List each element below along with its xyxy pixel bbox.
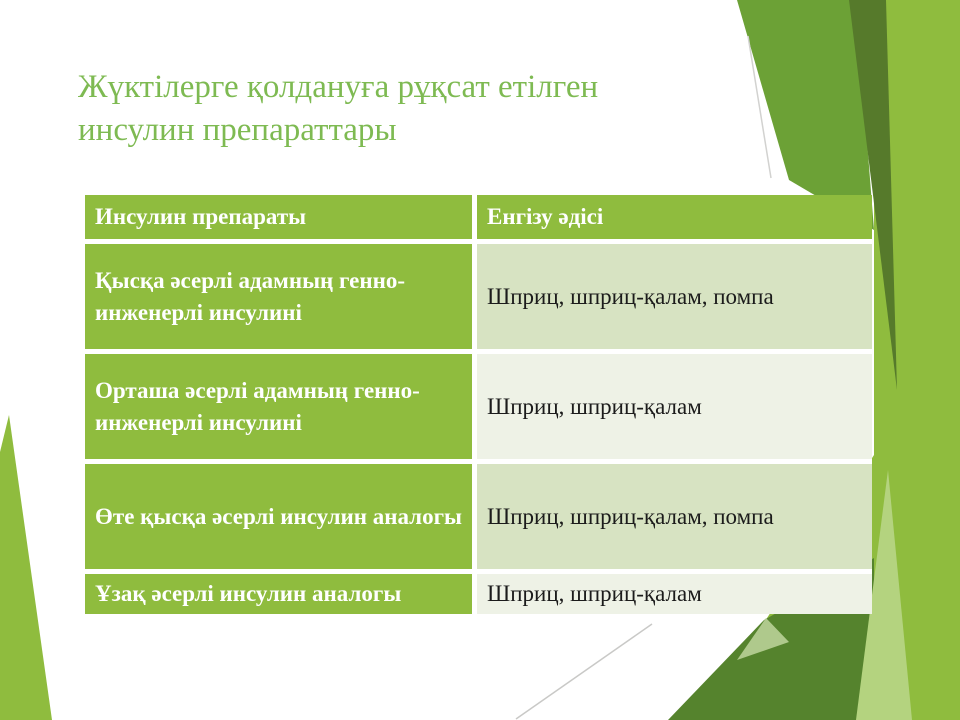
insulin-table: [85, 195, 872, 614]
slide-title: [78, 66, 598, 152]
header-cell-method: Енгізу әдісі: [477, 195, 872, 239]
thin-accent-line-bottom: [516, 624, 652, 719]
method-cell: Шприц, шприц-қалам, помпа: [477, 464, 872, 569]
preparation-cell: Қысқа әсерлі адамның генно-инженерлі инсулині: [85, 244, 472, 349]
preparation-cell: Ұзақ әсерлі инсулин аналогы: [85, 574, 472, 614]
method-cell: Шприц, шприц-қалам: [477, 354, 872, 459]
header-cell-preparation: Инсулин препараты: [85, 195, 472, 239]
slide-title-line-1: Жүктілерге қолдануға рұқсат етілген: [78, 69, 599, 105]
bottom-left-wedge: [0, 415, 52, 720]
method-cell: Шприц, шприц-қалам, помпа: [477, 244, 872, 349]
preparation-cell: Өте қысқа әсерлі инсулин аналогы: [85, 464, 472, 569]
method-cell: Шприц, шприц-қалам: [477, 574, 872, 614]
preparation-cell: Орташа әсерлі адамның генно-инженерлі инсулині: [85, 354, 472, 459]
slide-title-line-2: инсулин препараттары: [78, 111, 397, 148]
